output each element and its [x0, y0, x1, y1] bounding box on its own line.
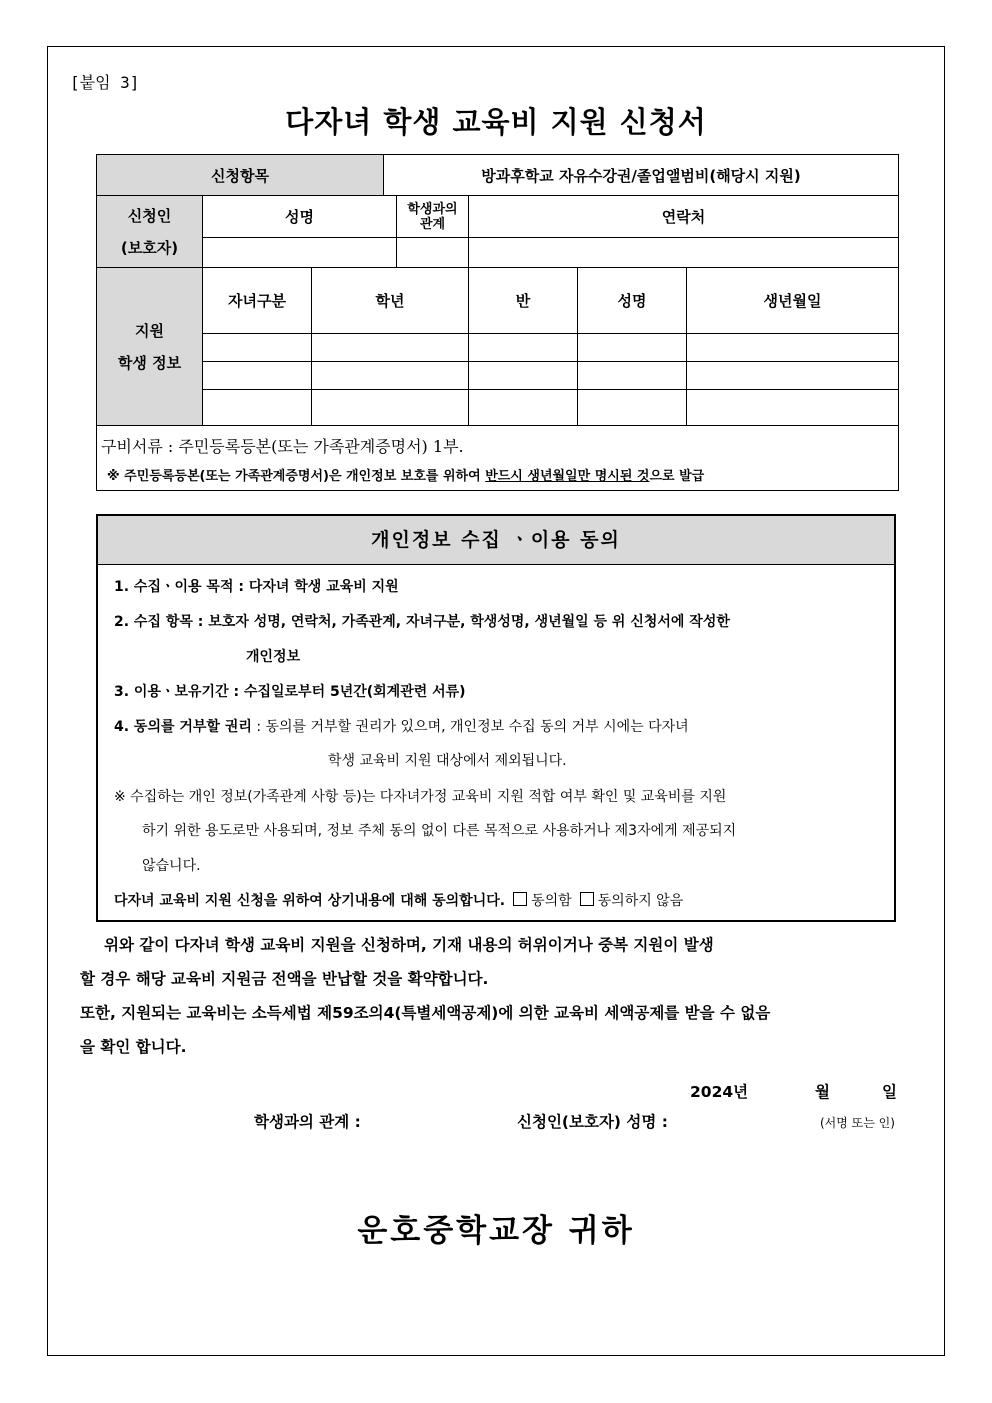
- student-name-field[interactable]: [578, 362, 687, 390]
- consent-item-4-text: : 동의를 거부할 권리가 있으며, 개인정보 수집 동의 거부 시에는 다자녀: [251, 719, 689, 735]
- student-row: [97, 334, 899, 362]
- applicant-relation-field[interactable]: [397, 238, 469, 268]
- pledge-line-2: 할 경우 해당 교육비 지원금 전액을 반납할 것을 확약합니다.: [80, 970, 489, 988]
- disagree-checkbox[interactable]: [580, 892, 594, 906]
- consent-item-4-label: 4. 동의를 거부할 권리: [114, 719, 252, 735]
- student-type-field[interactable]: [203, 362, 312, 390]
- student-info-label-line2: 학생 정보: [117, 353, 182, 372]
- agree-checkbox[interactable]: [513, 892, 527, 906]
- form-title: 다자녀 학생 교육비 지원 신청서: [285, 105, 707, 139]
- student-header-class: 반: [469, 268, 578, 334]
- relation-header-line2: 관계: [419, 216, 446, 232]
- student-header-grade: 학년: [312, 268, 469, 334]
- applicant-label-line1: 신청인: [127, 206, 172, 225]
- student-row: [97, 390, 899, 426]
- student-info-label: [97, 268, 203, 426]
- student-grade-field[interactable]: [312, 362, 469, 390]
- relation-header: [397, 196, 469, 238]
- consent-notice-3: 않습니다.: [142, 858, 201, 874]
- consent-agreement: [114, 890, 683, 910]
- pledge-line-1: 위와 같이 다자녀 학생 교육비 지원을 신청하며, 기재 내용의 허위이거나 중복 지원이 발생: [104, 936, 714, 954]
- pledge-line-4: 을 확인 합니다.: [80, 1038, 187, 1056]
- recipient: 운호중학교장 귀하: [357, 1213, 635, 1249]
- applicant-contact-field[interactable]: [469, 238, 899, 268]
- student-class-field[interactable]: [469, 334, 578, 362]
- date-year: 2024년: [690, 1083, 749, 1101]
- applicant-sign-label: 신청인(보호자) 성명 :: [517, 1113, 668, 1131]
- consent-item-3: 3. 이용ㆍ보유기간 : 수집일로부터 5년간(회계관련 서류): [114, 684, 466, 700]
- date-month: 월: [815, 1083, 830, 1101]
- attachment-label: [붙임 3]: [70, 73, 140, 92]
- agree-statement: 다자녀 교육비 지원 신청을 위하여 상기내용에 대해 동의합니다.: [114, 893, 506, 909]
- apply-item-label: 신청항목: [97, 155, 384, 196]
- required-docs-text: 구비서류 : 주민등록등본(또는 가족관계증명서) 1부.: [101, 437, 464, 456]
- student-name-field[interactable]: [578, 390, 687, 426]
- student-birth-field[interactable]: [687, 334, 899, 362]
- applicant-name-field[interactable]: [203, 238, 397, 268]
- required-docs-note: [101, 457, 898, 490]
- agree-option-label: 동의함: [531, 893, 572, 909]
- student-grade-field[interactable]: [312, 390, 469, 426]
- applicant-label: [97, 196, 203, 268]
- required-documents: [97, 426, 899, 491]
- student-row: [97, 362, 899, 390]
- sign-note: (서명 또는 인): [820, 1116, 895, 1130]
- relation-header-line1: 학생과의: [407, 201, 458, 217]
- student-header-name: 성명: [578, 268, 687, 334]
- student-class-field[interactable]: [469, 362, 578, 390]
- note-underlined: 반드시 생년월일만 명시된 것: [485, 469, 650, 484]
- note-prefix: ※ 주민등록등본(또는 가족관계증명서)은 개인정보 보호를 위하여: [107, 469, 486, 484]
- student-type-field[interactable]: [203, 390, 312, 426]
- consent-notice-1: ※ 수집하는 개인 정보(가족관계 사항 등)는 다자녀가정 교육비 지원 적합 여부 확인 및 교육비를 지원: [114, 789, 727, 805]
- student-grade-field[interactable]: [312, 334, 469, 362]
- contact-header: 연락처: [469, 196, 899, 238]
- student-name-field[interactable]: [578, 334, 687, 362]
- disagree-option-label: 동의하지 않음: [597, 893, 684, 909]
- privacy-consent-box: [96, 514, 896, 922]
- consent-item-1: 1. 수집ㆍ이용 목적 : 다자녀 학생 교육비 지원: [114, 579, 399, 595]
- consent-item-2-cont: 개인정보: [246, 649, 301, 665]
- student-birth-field[interactable]: [687, 362, 899, 390]
- consent-item-4: [114, 716, 689, 736]
- date-day: 일: [882, 1083, 897, 1101]
- relation-label: 학생과의 관계 :: [254, 1113, 361, 1131]
- consent-heading: 개인정보 수집 ㆍ이용 동의: [98, 516, 894, 565]
- student-header-birth: 생년월일: [687, 268, 899, 334]
- consent-item-2: 2. 수집 항목 : 보호자 성명, 연락처, 가족관계, 자녀구분, 학생성명, 생년월일 등 위 신청서에 작성한: [114, 614, 730, 630]
- student-info-label-line1: 지원: [135, 321, 164, 340]
- apply-item-value: 방과후학교 자유수강권/졸업앨범비(해당시 지원): [384, 155, 899, 196]
- student-birth-field[interactable]: [687, 390, 899, 426]
- consent-item-4-cont: 학생 교육비 지원 대상에서 제외됩니다.: [328, 753, 567, 769]
- consent-notice-2: 하기 위한 용도로만 사용되며, 정보 주체 동의 없이 다른 목적으로 사용하거나 제3자에게 제공되지: [142, 823, 737, 839]
- application-table: [96, 154, 899, 491]
- student-header-type: 자녀구분: [203, 268, 312, 334]
- name-header: 성명: [203, 196, 397, 238]
- student-class-field[interactable]: [469, 390, 578, 426]
- pledge-line-3: 또한, 지원되는 교육비는 소득세법 제59조의4(특별세액공제)에 의한 교육비 세액공제를 받을 수 없음: [80, 1004, 771, 1022]
- student-type-field[interactable]: [203, 334, 312, 362]
- note-suffix: 으로 발급: [649, 469, 705, 484]
- applicant-label-line2: (보호자): [120, 238, 179, 257]
